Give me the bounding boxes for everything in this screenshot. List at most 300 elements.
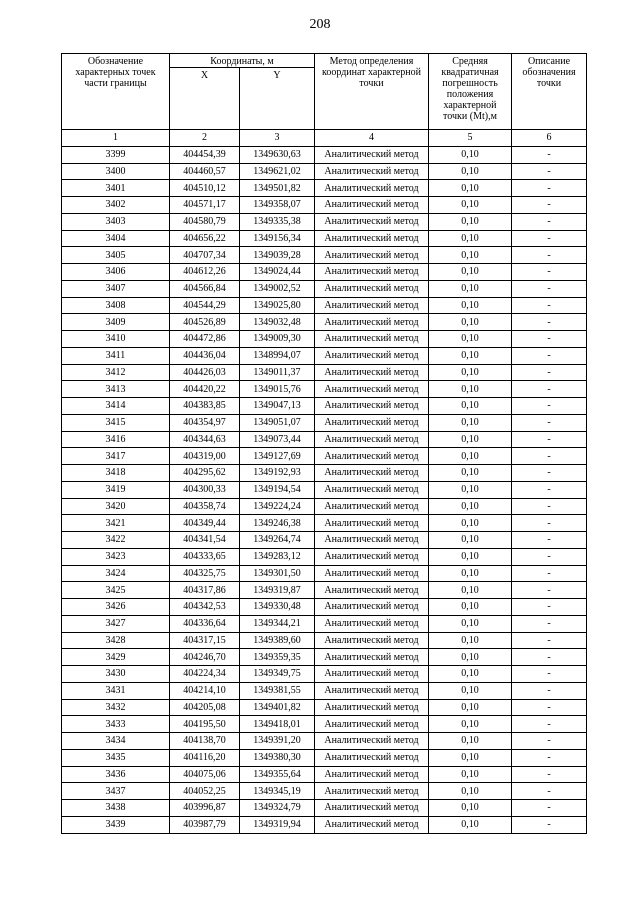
point-id-cell: 3400 — [62, 163, 170, 180]
description-cell: - — [512, 666, 587, 683]
x-coordinate-cell: 404571,17 — [170, 197, 240, 214]
y-coordinate-cell: 1349319,87 — [240, 582, 315, 599]
description-cell: - — [512, 180, 587, 197]
error-cell: 0,10 — [429, 582, 512, 599]
table-row — [62, 498, 587, 515]
table-row — [62, 364, 587, 381]
y-coordinate-cell: 1349319,94 — [240, 816, 315, 833]
table-row — [62, 682, 587, 699]
x-coordinate-cell: 404460,57 — [170, 163, 240, 180]
x-coordinate-cell: 403996,87 — [170, 800, 240, 817]
description-cell: - — [512, 448, 587, 465]
point-id-cell: 3430 — [62, 666, 170, 683]
y-coordinate-cell: 1349630,63 — [240, 146, 315, 163]
method-cell: Аналитический метод — [315, 565, 429, 582]
method-cell: Аналитический метод — [315, 280, 429, 297]
point-id-cell: 3423 — [62, 548, 170, 565]
table-row — [62, 615, 587, 632]
column-number: 6 — [512, 130, 587, 147]
point-id-cell: 3431 — [62, 682, 170, 699]
table-row — [62, 297, 587, 314]
table-row — [62, 582, 587, 599]
y-coordinate-cell: 1349349,75 — [240, 666, 315, 683]
x-coordinate-cell: 404224,34 — [170, 666, 240, 683]
point-id-cell: 3420 — [62, 498, 170, 515]
error-cell: 0,10 — [429, 565, 512, 582]
error-cell: 0,10 — [429, 632, 512, 649]
description-cell: - — [512, 716, 587, 733]
method-cell: Аналитический метод — [315, 733, 429, 750]
point-id-cell: 3427 — [62, 615, 170, 632]
x-coordinate-cell: 404317,86 — [170, 582, 240, 599]
method-cell: Аналитический метод — [315, 716, 429, 733]
x-coordinate-cell: 404454,39 — [170, 146, 240, 163]
error-cell: 0,10 — [429, 331, 512, 348]
point-id-cell: 3435 — [62, 749, 170, 766]
method-cell: Аналитический метод — [315, 297, 429, 314]
point-id-cell: 3438 — [62, 800, 170, 817]
table-row — [62, 749, 587, 766]
description-cell: - — [512, 398, 587, 415]
method-cell: Аналитический метод — [315, 264, 429, 281]
method-cell: Аналитический метод — [315, 448, 429, 465]
table-row — [62, 532, 587, 549]
table-row — [62, 280, 587, 297]
table-body — [62, 130, 587, 834]
y-coordinate-cell: 1349015,76 — [240, 381, 315, 398]
description-cell: - — [512, 197, 587, 214]
error-cell: 0,10 — [429, 146, 512, 163]
error-cell: 0,10 — [429, 599, 512, 616]
description-cell: - — [512, 331, 587, 348]
point-id-cell: 3407 — [62, 280, 170, 297]
header-method: Метод определения координат характерной точки — [315, 54, 429, 130]
description-cell: - — [512, 515, 587, 532]
y-coordinate-cell: 1349073,44 — [240, 431, 315, 448]
y-coordinate-cell: 1349011,37 — [240, 364, 315, 381]
error-cell: 0,10 — [429, 414, 512, 431]
point-id-cell: 3417 — [62, 448, 170, 465]
point-id-cell: 3433 — [62, 716, 170, 733]
description-cell: - — [512, 632, 587, 649]
description-cell: - — [512, 247, 587, 264]
x-coordinate-cell: 404383,85 — [170, 398, 240, 415]
error-cell: 0,10 — [429, 247, 512, 264]
column-number-row — [62, 130, 587, 147]
point-id-cell: 3415 — [62, 414, 170, 431]
table-row — [62, 515, 587, 532]
table-row — [62, 347, 587, 364]
description-cell: - — [512, 682, 587, 699]
x-coordinate-cell: 404354,97 — [170, 414, 240, 431]
y-coordinate-cell: 1349156,34 — [240, 230, 315, 247]
method-cell: Аналитический метод — [315, 347, 429, 364]
error-cell: 0,10 — [429, 649, 512, 666]
table-row — [62, 800, 587, 817]
y-coordinate-cell: 1349024,44 — [240, 264, 315, 281]
error-cell: 0,10 — [429, 749, 512, 766]
error-cell: 0,10 — [429, 481, 512, 498]
column-number: 3 — [240, 130, 315, 147]
method-cell: Аналитический метод — [315, 465, 429, 482]
point-id-cell: 3404 — [62, 230, 170, 247]
method-cell: Аналитический метод — [315, 213, 429, 230]
point-id-cell: 3413 — [62, 381, 170, 398]
description-cell: - — [512, 599, 587, 616]
header-error: Средняя квадратичная погрешность положения характерной точки (Mt),м — [429, 54, 512, 130]
error-cell: 0,10 — [429, 180, 512, 197]
x-coordinate-cell: 404336,64 — [170, 615, 240, 632]
point-id-cell: 3426 — [62, 599, 170, 616]
method-cell: Аналитический метод — [315, 331, 429, 348]
description-cell: - — [512, 565, 587, 582]
table-row — [62, 264, 587, 281]
error-cell: 0,10 — [429, 213, 512, 230]
y-coordinate-cell: 1349246,38 — [240, 515, 315, 532]
y-coordinate-cell: 1349345,19 — [240, 783, 315, 800]
column-number: 5 — [429, 130, 512, 147]
y-coordinate-cell: 1349380,30 — [240, 749, 315, 766]
table-row — [62, 414, 587, 431]
point-id-cell: 3418 — [62, 465, 170, 482]
table-row — [62, 146, 587, 163]
error-cell: 0,10 — [429, 465, 512, 482]
description-cell: - — [512, 347, 587, 364]
y-coordinate-cell: 1348994,07 — [240, 347, 315, 364]
description-cell: - — [512, 766, 587, 783]
x-coordinate-cell: 404300,33 — [170, 481, 240, 498]
point-id-cell: 3434 — [62, 733, 170, 750]
table-row — [62, 247, 587, 264]
y-coordinate-cell: 1349283,12 — [240, 548, 315, 565]
y-coordinate-cell: 1349127,69 — [240, 448, 315, 465]
table-row — [62, 381, 587, 398]
description-cell: - — [512, 163, 587, 180]
error-cell: 0,10 — [429, 364, 512, 381]
y-coordinate-cell: 1349335,38 — [240, 213, 315, 230]
method-cell: Аналитический метод — [315, 766, 429, 783]
y-coordinate-cell: 1349355,64 — [240, 766, 315, 783]
method-cell: Аналитический метод — [315, 431, 429, 448]
point-id-cell: 3424 — [62, 565, 170, 582]
point-id-cell: 3408 — [62, 297, 170, 314]
description-cell: - — [512, 733, 587, 750]
y-coordinate-cell: 1349039,28 — [240, 247, 315, 264]
x-coordinate-cell: 404325,75 — [170, 565, 240, 582]
error-cell: 0,10 — [429, 314, 512, 331]
error-cell: 0,10 — [429, 548, 512, 565]
table-row — [62, 398, 587, 415]
column-number: 4 — [315, 130, 429, 147]
method-cell: Аналитический метод — [315, 381, 429, 398]
x-coordinate-cell: 404566,84 — [170, 280, 240, 297]
description-cell: - — [512, 783, 587, 800]
error-cell: 0,10 — [429, 800, 512, 817]
y-coordinate-cell: 1349330,48 — [240, 599, 315, 616]
point-id-cell: 3401 — [62, 180, 170, 197]
description-cell: - — [512, 280, 587, 297]
point-id-cell: 3437 — [62, 783, 170, 800]
error-cell: 0,10 — [429, 615, 512, 632]
point-id-cell: 3428 — [62, 632, 170, 649]
point-id-cell: 3402 — [62, 197, 170, 214]
y-coordinate-cell: 1349025,80 — [240, 297, 315, 314]
header-description: Описание обозначения точки — [512, 54, 587, 130]
point-id-cell: 3410 — [62, 331, 170, 348]
description-cell: - — [512, 264, 587, 281]
point-id-cell: 3409 — [62, 314, 170, 331]
table-row — [62, 699, 587, 716]
error-cell: 0,10 — [429, 515, 512, 532]
method-cell: Аналитический метод — [315, 146, 429, 163]
y-coordinate-cell: 1349418,01 — [240, 716, 315, 733]
table-row — [62, 649, 587, 666]
table-row — [62, 213, 587, 230]
table-row — [62, 666, 587, 683]
y-coordinate-cell: 1349391,20 — [240, 733, 315, 750]
method-cell: Аналитический метод — [315, 615, 429, 632]
point-id-cell: 3429 — [62, 649, 170, 666]
error-cell: 0,10 — [429, 766, 512, 783]
description-cell: - — [512, 498, 587, 515]
point-id-cell: 3412 — [62, 364, 170, 381]
method-cell: Аналитический метод — [315, 582, 429, 599]
error-cell: 0,10 — [429, 264, 512, 281]
method-cell: Аналитический метод — [315, 699, 429, 716]
x-coordinate-cell: 404246,70 — [170, 649, 240, 666]
header-x: X — [170, 68, 240, 130]
description-cell: - — [512, 615, 587, 632]
error-cell: 0,10 — [429, 699, 512, 716]
table-row — [62, 599, 587, 616]
method-cell: Аналитический метод — [315, 515, 429, 532]
x-coordinate-cell: 404333,65 — [170, 548, 240, 565]
y-coordinate-cell: 1349344,21 — [240, 615, 315, 632]
y-coordinate-cell: 1349047,13 — [240, 398, 315, 415]
column-number: 2 — [170, 130, 240, 147]
x-coordinate-cell: 404138,70 — [170, 733, 240, 750]
method-cell: Аналитический метод — [315, 649, 429, 666]
y-coordinate-cell: 1349264,74 — [240, 532, 315, 549]
x-coordinate-cell: 404214,10 — [170, 682, 240, 699]
method-cell: Аналитический метод — [315, 247, 429, 264]
method-cell: Аналитический метод — [315, 599, 429, 616]
x-coordinate-cell: 404358,74 — [170, 498, 240, 515]
y-coordinate-cell: 1349192,93 — [240, 465, 315, 482]
error-cell: 0,10 — [429, 230, 512, 247]
header-designation: Обозначение характерных точек части границы — [62, 54, 170, 130]
x-coordinate-cell: 404426,03 — [170, 364, 240, 381]
table-row — [62, 766, 587, 783]
y-coordinate-cell: 1349194,54 — [240, 481, 315, 498]
description-cell: - — [512, 532, 587, 549]
x-coordinate-cell: 404526,89 — [170, 314, 240, 331]
x-coordinate-cell: 403987,79 — [170, 816, 240, 833]
table-row — [62, 733, 587, 750]
point-id-cell: 3436 — [62, 766, 170, 783]
y-coordinate-cell: 1349032,48 — [240, 314, 315, 331]
y-coordinate-cell: 1349051,07 — [240, 414, 315, 431]
description-cell: - — [512, 649, 587, 666]
point-id-cell: 3439 — [62, 816, 170, 833]
method-cell: Аналитический метод — [315, 666, 429, 683]
method-cell: Аналитический метод — [315, 180, 429, 197]
description-cell: - — [512, 699, 587, 716]
method-cell: Аналитический метод — [315, 632, 429, 649]
x-coordinate-cell: 404075,06 — [170, 766, 240, 783]
error-cell: 0,10 — [429, 532, 512, 549]
y-coordinate-cell: 1349324,79 — [240, 800, 315, 817]
method-cell: Аналитический метод — [315, 532, 429, 549]
method-cell: Аналитический метод — [315, 682, 429, 699]
method-cell: Аналитический метод — [315, 548, 429, 565]
table-row — [62, 230, 587, 247]
x-coordinate-cell: 404544,29 — [170, 297, 240, 314]
description-cell: - — [512, 582, 587, 599]
error-cell: 0,10 — [429, 381, 512, 398]
y-coordinate-cell: 1349009,30 — [240, 331, 315, 348]
x-coordinate-cell: 404116,20 — [170, 749, 240, 766]
y-coordinate-cell: 1349621,02 — [240, 163, 315, 180]
description-cell: - — [512, 364, 587, 381]
y-coordinate-cell: 1349358,07 — [240, 197, 315, 214]
table-header — [62, 54, 587, 130]
y-coordinate-cell: 1349301,50 — [240, 565, 315, 582]
table-row — [62, 448, 587, 465]
method-cell: Аналитический метод — [315, 749, 429, 766]
method-cell: Аналитический метод — [315, 783, 429, 800]
description-cell: - — [512, 481, 587, 498]
error-cell: 0,10 — [429, 280, 512, 297]
table-row — [62, 565, 587, 582]
y-coordinate-cell: 1349359,35 — [240, 649, 315, 666]
x-coordinate-cell: 404317,15 — [170, 632, 240, 649]
table-row — [62, 816, 587, 833]
header-coordinates: Координаты, м — [170, 54, 315, 68]
description-cell: - — [512, 297, 587, 314]
x-coordinate-cell: 404341,54 — [170, 532, 240, 549]
y-coordinate-cell: 1349389,60 — [240, 632, 315, 649]
description-cell: - — [512, 800, 587, 817]
x-coordinate-cell: 404349,44 — [170, 515, 240, 532]
point-id-cell: 3421 — [62, 515, 170, 532]
x-coordinate-cell: 404195,50 — [170, 716, 240, 733]
point-id-cell: 3406 — [62, 264, 170, 281]
x-coordinate-cell: 404472,86 — [170, 331, 240, 348]
table-row — [62, 331, 587, 348]
method-cell: Аналитический метод — [315, 364, 429, 381]
method-cell: Аналитический метод — [315, 163, 429, 180]
error-cell: 0,10 — [429, 783, 512, 800]
coordinates-table — [61, 53, 587, 834]
x-coordinate-cell: 404436,04 — [170, 347, 240, 364]
method-cell: Аналитический метод — [315, 800, 429, 817]
y-coordinate-cell: 1349002,52 — [240, 280, 315, 297]
point-id-cell: 3425 — [62, 582, 170, 599]
point-id-cell: 3416 — [62, 431, 170, 448]
description-cell: - — [512, 213, 587, 230]
table-row — [62, 314, 587, 331]
table-row — [62, 716, 587, 733]
header-y: Y — [240, 68, 315, 130]
table-row — [62, 481, 587, 498]
method-cell: Аналитический метод — [315, 398, 429, 415]
description-cell: - — [512, 146, 587, 163]
error-cell: 0,10 — [429, 398, 512, 415]
table-row — [62, 431, 587, 448]
point-id-cell: 3419 — [62, 481, 170, 498]
y-coordinate-cell: 1349501,82 — [240, 180, 315, 197]
error-cell: 0,10 — [429, 816, 512, 833]
x-coordinate-cell: 404052,25 — [170, 783, 240, 800]
point-id-cell: 3411 — [62, 347, 170, 364]
error-cell: 0,10 — [429, 163, 512, 180]
method-cell: Аналитический метод — [315, 816, 429, 833]
x-coordinate-cell: 404342,53 — [170, 599, 240, 616]
table-row — [62, 163, 587, 180]
description-cell: - — [512, 548, 587, 565]
error-cell: 0,10 — [429, 666, 512, 683]
point-id-cell: 3399 — [62, 146, 170, 163]
description-cell: - — [512, 431, 587, 448]
description-cell: - — [512, 381, 587, 398]
y-coordinate-cell: 1349381,55 — [240, 682, 315, 699]
x-coordinate-cell: 404580,79 — [170, 213, 240, 230]
y-coordinate-cell: 1349401,82 — [240, 699, 315, 716]
point-id-cell: 3403 — [62, 213, 170, 230]
description-cell: - — [512, 465, 587, 482]
x-coordinate-cell: 404707,34 — [170, 247, 240, 264]
y-coordinate-cell: 1349224,24 — [240, 498, 315, 515]
error-cell: 0,10 — [429, 431, 512, 448]
table-row — [62, 783, 587, 800]
error-cell: 0,10 — [429, 297, 512, 314]
x-coordinate-cell: 404295,62 — [170, 465, 240, 482]
point-id-cell: 3405 — [62, 247, 170, 264]
x-coordinate-cell: 404344,63 — [170, 431, 240, 448]
column-number: 1 — [62, 130, 170, 147]
method-cell: Аналитический метод — [315, 414, 429, 431]
page-number: 208 — [309, 17, 331, 32]
method-cell: Аналитический метод — [315, 498, 429, 515]
x-coordinate-cell: 404420,22 — [170, 381, 240, 398]
x-coordinate-cell: 404510,12 — [170, 180, 240, 197]
description-cell: - — [512, 414, 587, 431]
point-id-cell: 3422 — [62, 532, 170, 549]
table-row — [62, 465, 587, 482]
x-coordinate-cell: 404612,26 — [170, 264, 240, 281]
x-coordinate-cell: 404656,22 — [170, 230, 240, 247]
description-cell: - — [512, 749, 587, 766]
table-row — [62, 180, 587, 197]
error-cell: 0,10 — [429, 448, 512, 465]
table-row — [62, 548, 587, 565]
point-id-cell: 3414 — [62, 398, 170, 415]
description-cell: - — [512, 816, 587, 833]
table-row — [62, 197, 587, 214]
method-cell: Аналитический метод — [315, 314, 429, 331]
x-coordinate-cell: 404319,00 — [170, 448, 240, 465]
method-cell: Аналитический метод — [315, 481, 429, 498]
method-cell: Аналитический метод — [315, 230, 429, 247]
error-cell: 0,10 — [429, 498, 512, 515]
method-cell: Аналитический метод — [315, 197, 429, 214]
x-coordinate-cell: 404205,08 — [170, 699, 240, 716]
description-cell: - — [512, 314, 587, 331]
error-cell: 0,10 — [429, 733, 512, 750]
error-cell: 0,10 — [429, 682, 512, 699]
table-row — [62, 632, 587, 649]
